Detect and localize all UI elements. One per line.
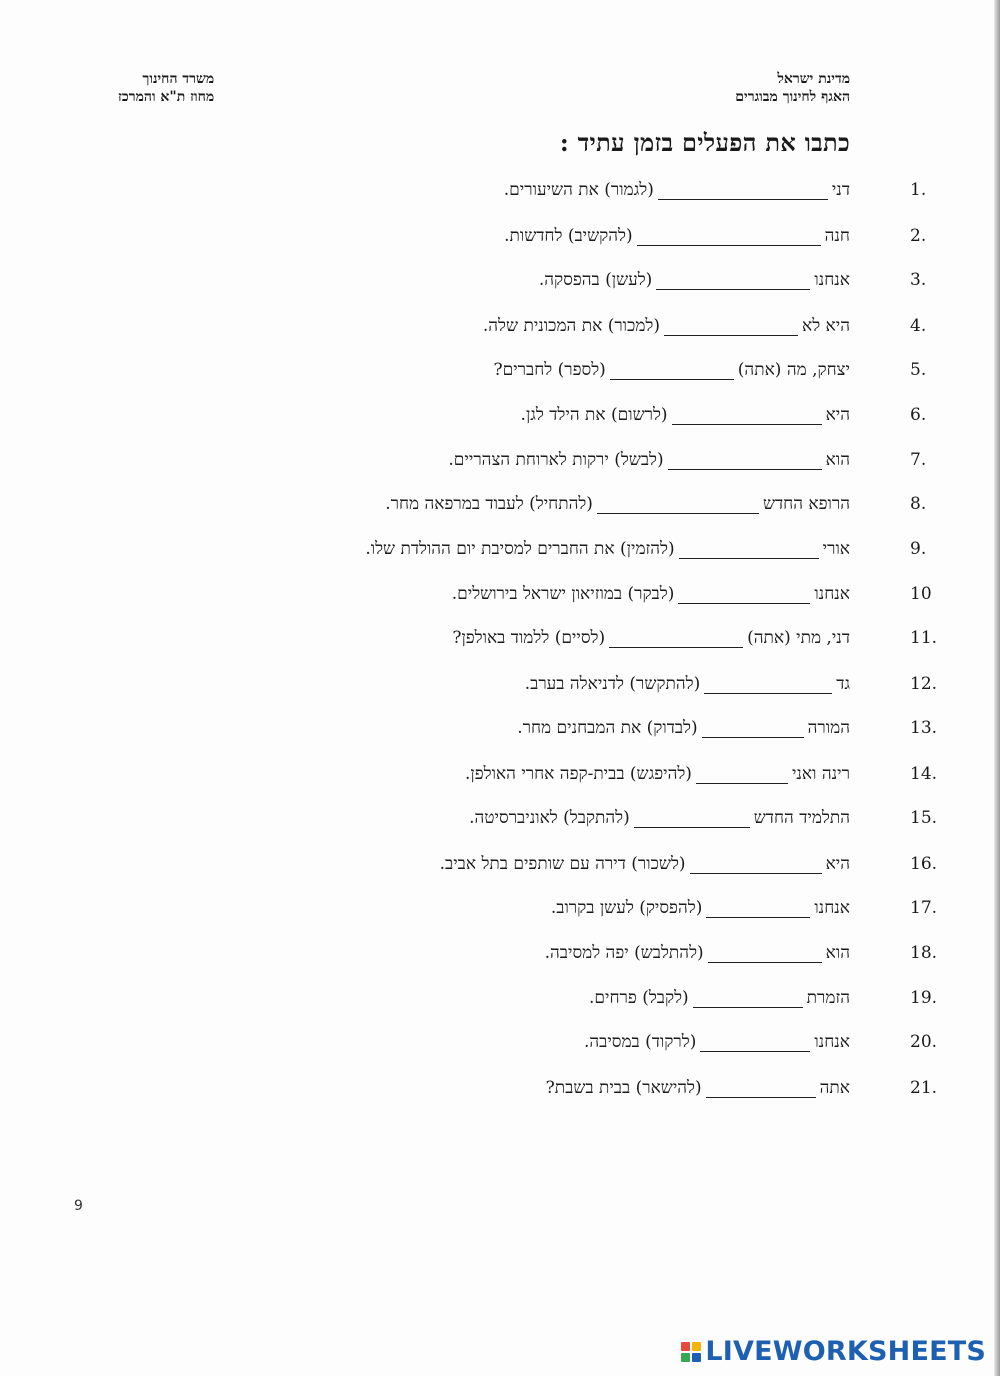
item-subject: הוא: [825, 943, 850, 963]
exercise-item: [544, 943, 938, 963]
item-number: 7.: [910, 450, 927, 470]
item-rest: (לשכור) דירה עם שותפים בתל אביב.: [439, 854, 686, 874]
exercise-item: [517, 718, 938, 738]
item-subject: דני: [831, 180, 850, 200]
header-right-line2: האגף לחינוך מבוגרים: [735, 89, 850, 105]
answer-input[interactable]: [664, 317, 798, 336]
answer-input[interactable]: [634, 809, 750, 828]
item-rest: (להקשיב) לחדשות.: [504, 226, 633, 246]
item-number: 1.: [910, 180, 927, 200]
item-number: 12.: [910, 674, 938, 694]
exercise-item: [451, 584, 932, 604]
answer-input[interactable]: [658, 181, 828, 200]
item-rest: (לקבל) פרחים.: [589, 988, 689, 1008]
item-rest: (לבקר) במוזיאון ישראל בירושלים.: [451, 584, 675, 604]
exercise-item: [524, 674, 938, 694]
item-subject: אנחנו: [814, 270, 850, 290]
item-rest: (למכור) את המכונית שלה.: [482, 316, 660, 336]
answer-input[interactable]: [679, 540, 819, 559]
item-rest: (לבדוק) את המבחנים מחר.: [517, 718, 698, 738]
item-rest: (להפסיק) לעשן בקרוב.: [550, 898, 703, 918]
item-number: 3.: [910, 270, 927, 290]
item-subject: אנחנו: [814, 584, 850, 604]
item-rest: (לעשן) בהפסקה.: [538, 270, 653, 290]
item-subject: אתה: [819, 1078, 850, 1098]
item-rest: (להתקבל) לאוניברסיטה.: [469, 808, 630, 828]
item-rest: (להזמין) את החברים למסיבת יום ההולדת שלו.: [365, 539, 675, 559]
exercise-item: [365, 539, 927, 559]
header-right-line1: מדינת ישראל: [777, 71, 850, 87]
item-rest: (להתלבש) יפה למסיבה.: [544, 943, 704, 963]
page-number: 9: [74, 1198, 83, 1214]
item-number: 19.: [910, 988, 938, 1008]
answer-input[interactable]: [693, 989, 803, 1008]
answer-input[interactable]: [656, 271, 810, 290]
item-number: 8.: [910, 494, 927, 514]
liveworksheets-logo: [681, 1336, 986, 1367]
exercise-item: [439, 854, 938, 874]
scan-edge: [994, 0, 1000, 1376]
answer-input[interactable]: [637, 227, 821, 246]
exercise-item: [504, 226, 927, 246]
item-subject: היא: [825, 854, 850, 874]
item-number: 14.: [910, 764, 938, 784]
item-rest: (להישאר) בבית בשבת?: [545, 1078, 702, 1098]
answer-input[interactable]: [702, 719, 804, 738]
answer-input[interactable]: [704, 675, 832, 694]
item-subject: אנחנו: [814, 898, 850, 918]
item-number: 20.: [910, 1032, 938, 1052]
answer-input[interactable]: [668, 451, 822, 470]
item-rest: (לגמור) את השיעורים.: [503, 180, 654, 200]
item-number: 5.: [910, 360, 927, 380]
header-left-line2: מחוז ת"א והמרכז: [118, 89, 215, 105]
exercise-item: [493, 360, 927, 380]
exercise-item: [464, 764, 938, 784]
item-subject: חנה: [824, 226, 850, 246]
exercise-item: [545, 1078, 938, 1098]
item-subject: היא לא: [802, 316, 850, 336]
item-rest: (לרקוד) במסיבה.: [583, 1032, 697, 1052]
item-number: 16.: [910, 854, 938, 874]
item-rest: (לרשום) את הילד לגן.: [520, 405, 668, 425]
item-rest: (להתקשר) לדניאלה בערב.: [524, 674, 701, 694]
item-subject: דני, מתי (אתה): [747, 628, 850, 648]
item-subject: הזמרת: [806, 988, 850, 1008]
answer-input[interactable]: [610, 361, 734, 380]
item-subject: אנחנו: [814, 1032, 850, 1052]
answer-input[interactable]: [708, 944, 822, 963]
exercise-item: [583, 1032, 938, 1052]
item-rest: (לבשל) ירקות לארוחת הצהריים.: [448, 450, 664, 470]
item-subject: רינה ואני: [791, 764, 850, 784]
answer-input[interactable]: [678, 585, 810, 604]
exercise-item: [448, 450, 927, 470]
item-subject: יצחק, מה (אתה): [737, 360, 850, 380]
answer-input[interactable]: [696, 765, 788, 784]
item-subject: היא: [825, 405, 850, 425]
item-subject: המורה: [807, 718, 850, 738]
item-number: 15.: [910, 808, 938, 828]
item-subject: התלמיד החדש: [753, 808, 850, 828]
item-subject: הרופא החדש: [762, 494, 850, 514]
exercise-item: [550, 898, 938, 918]
item-number: 11.: [910, 628, 938, 648]
item-number: 13.: [910, 718, 938, 738]
answer-input[interactable]: [672, 406, 822, 425]
item-number: 17.: [910, 898, 938, 918]
exercise-item: [452, 628, 938, 648]
page-title: כתבו את הפעלים בזמן עתיד :: [559, 128, 850, 157]
answer-input[interactable]: [706, 1079, 816, 1098]
item-subject: אורי: [822, 539, 850, 559]
item-number: 2.: [910, 226, 927, 246]
item-number: 9.: [910, 539, 927, 559]
item-subject: גד: [836, 674, 850, 694]
answer-input[interactable]: [597, 495, 759, 514]
logo-squares-icon: [681, 1342, 701, 1362]
exercise-item: [482, 316, 927, 336]
item-subject: הוא: [825, 450, 850, 470]
answer-input[interactable]: [609, 629, 743, 648]
item-number: 6.: [910, 405, 927, 425]
item-rest: (להתחיל) לעבוד במרפאה מחר.: [385, 494, 593, 514]
exercise-item: [385, 494, 927, 514]
header-right: [735, 70, 850, 106]
header-left-line1: משרד החינוך: [142, 71, 215, 87]
item-rest: (להיפגש) בבית-קפה אחרי האולפן.: [464, 764, 692, 784]
exercise-item: [520, 405, 927, 425]
exercise-item: [503, 180, 927, 200]
answer-input[interactable]: [706, 899, 810, 918]
exercise-item: [469, 808, 938, 828]
item-rest: (לסיים) ללמוד באולפן?: [452, 628, 606, 648]
logo-text: LIVEWORKSHEETS: [705, 1336, 986, 1367]
item-number: 18.: [910, 943, 938, 963]
item-number: 21.: [910, 1078, 938, 1098]
exercise-item: [538, 270, 927, 290]
item-rest: (לספר) לחברים?: [493, 360, 606, 380]
answer-input[interactable]: [690, 855, 822, 874]
item-number: 4.: [910, 316, 927, 336]
answer-input[interactable]: [700, 1033, 810, 1052]
item-number: 10: [910, 584, 932, 604]
exercise-item: [589, 988, 938, 1008]
header-left: [118, 70, 214, 106]
